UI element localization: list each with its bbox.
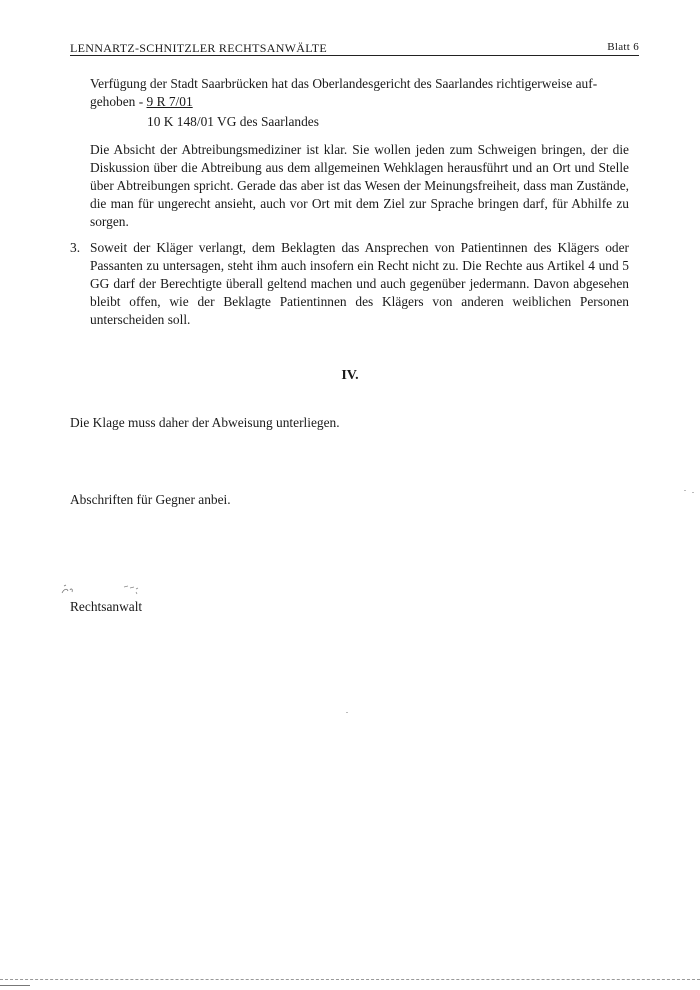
section-heading: IV. xyxy=(341,368,359,383)
conclusion-text: Die Klage muss daher der Abweisung unterliegen. xyxy=(70,415,340,430)
paragraph-1-prefix: gehoben - xyxy=(90,94,147,109)
firm-name: LENNARTZ-SCHNITZLER RECHTSANWÄLTE xyxy=(70,41,328,55)
scan-speck xyxy=(684,490,686,491)
scan-edge-mark xyxy=(0,985,30,986)
paragraph-1-line-1: Verfügung der Stadt Saarbrücken hat das Oberlandesgericht des Saarlandes richtigerweise auf- xyxy=(90,76,598,91)
court-reference: 9 R 7/01 xyxy=(146,94,193,109)
court-case-reference: 10 K 148/01 VG des Saarlandes xyxy=(147,114,319,129)
enclosure-note: Abschriften für Gegner anbei. xyxy=(70,492,231,507)
scan-edge-line xyxy=(0,979,700,980)
list-item-number: 3. xyxy=(70,240,81,255)
paragraph-1-line-2 xyxy=(90,93,390,111)
letterhead xyxy=(70,41,639,56)
list-item-3-text: Soweit der Kläger verlangt, dem Beklagten das Ansprechen von Patientinnen des Klägers oder Passanten zu untersagen, steht ihm auch insofern ein Recht nicht zu. Die Rechte aus Artikel 4 und 5 GG darf der Berechtigte überall geltend machen und auch gegenüber jedermann. Davon abgesehen bleibt offen, wie der Beklagte Patientinnen des Klägers von anderen weiblichen Personen unterscheiden soll. xyxy=(90,240,629,327)
signature-title: Rechtsanwalt xyxy=(70,599,143,614)
scan-speck xyxy=(346,712,348,713)
scan-speck xyxy=(692,492,694,493)
sheet-number: Blatt 6 xyxy=(607,41,639,53)
paragraph-2: Die Absicht der Abtreibungsmediziner ist klar. Sie wollen jeden zum Schweigen bringen, der die Diskussion über die Abtreibung aus dem allgemeinen Wehklagen herausführt und an Ort und Stelle über Abtreibungen spricht. Gerade das aber ist das Wesen der Meinungsfreiheit, dass man Zustände, die man für ungerecht ansieht, auch vor Ort mit dem Ziel zur Sprache bringen darf, für Abhilfe zu sorgen. xyxy=(90,142,629,229)
